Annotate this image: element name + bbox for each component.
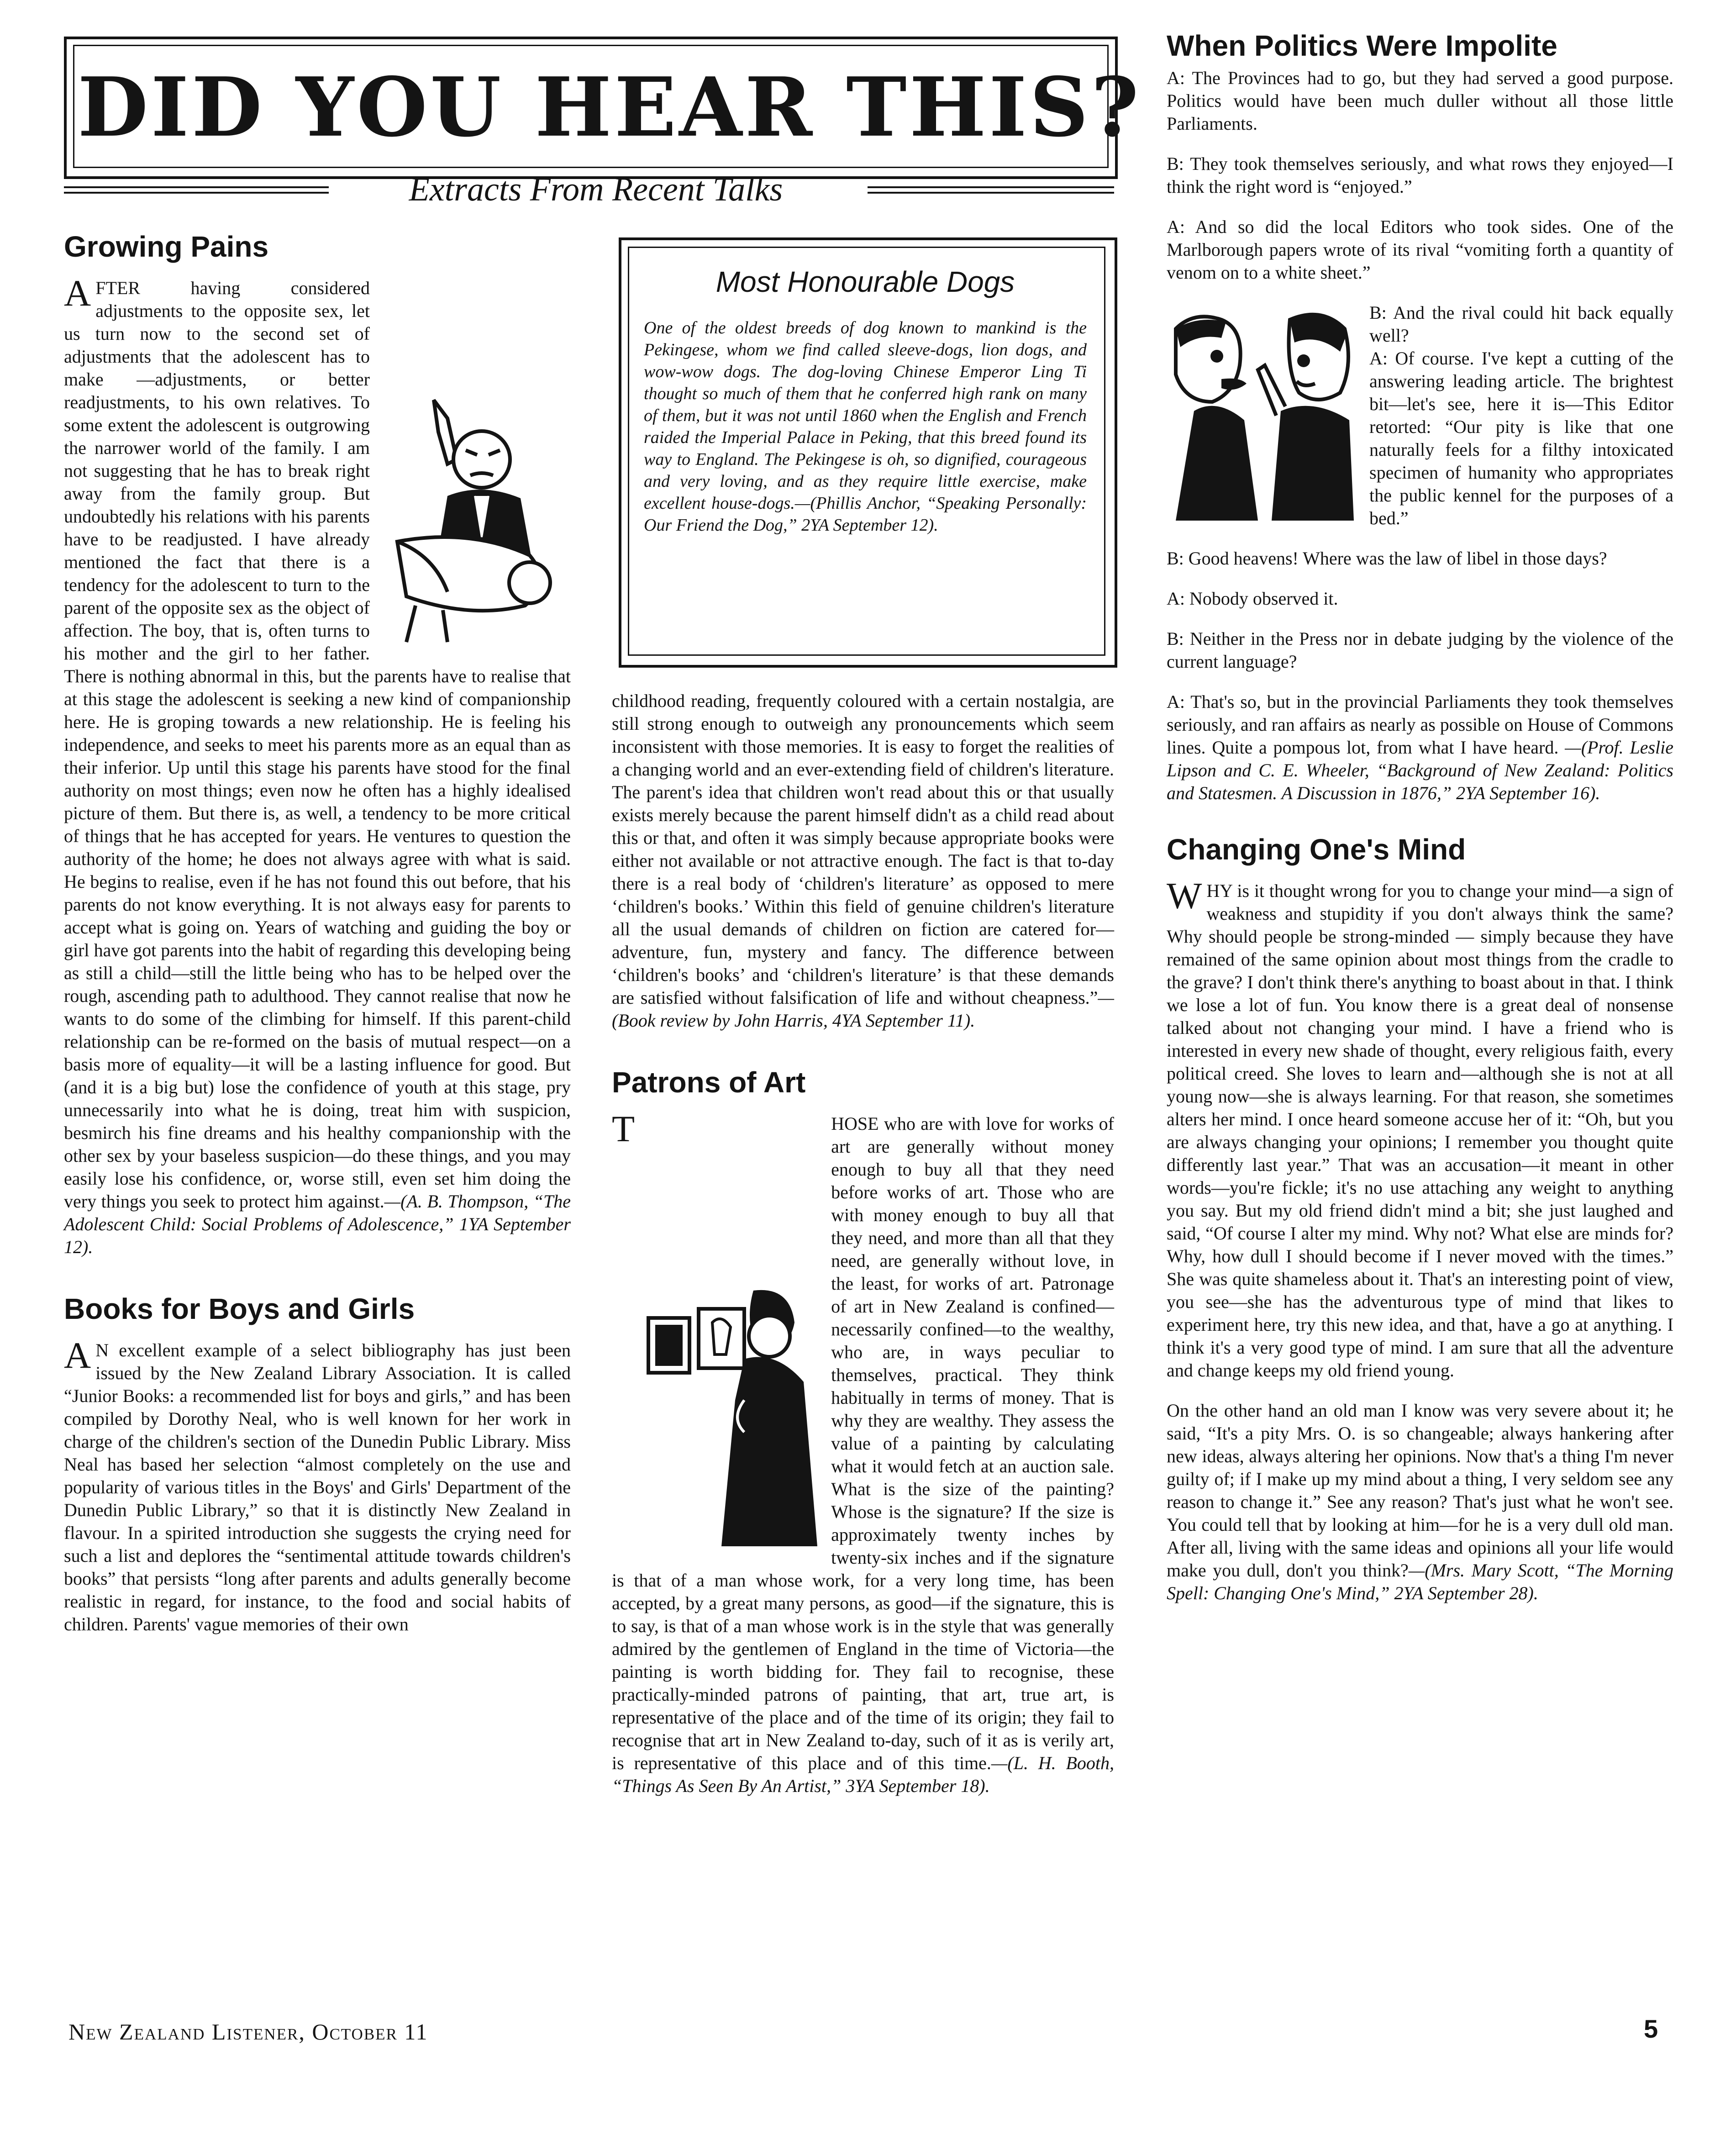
heading-books: Books for Boys and Girls xyxy=(64,1292,415,1325)
heading-politics: When Politics Were Impolite xyxy=(1167,29,1557,62)
dropcap-a: A xyxy=(64,272,91,314)
dogs-box-title: Most Honourable Dogs xyxy=(715,265,1015,298)
mind-body-1: WHY is it thought wrong for you to change your mind—a sign of weakness and stupidity if you don't always think the same? Why should people be strong-minded — simply because they have remained of the same opinion about most things from the cradle to the grave? I don't think there's anything to boast about in that. I think we lose a lot of fun. You know there is a great deal of nonsense talked about not changing your mind. I have a friend who is interested in every new shade of thought, every religious faith, every political creed. She loves to learn and—although she is not at all young now—she is always learning. For that reason, she sometimes alters her mind. I once heard someone accuse her of it: “Oh, but you are always changing your opinions; I remember you thought quite differently last year.” That was an accusation—it meant in other words—you're fickle; it's no use attaching any weight to anything you say. But my old friend didn't mind a bit; she just laughed and said, “Of course I alter my mind. Why not? What else are minds for? Why, how dull I should become if I never moved with the times.” She was quite shameless about it. That's an interesting point of view, you see—she has the adventurous type of mind that likes to experiment here, try this new idea, and that, have a go at anything. I think it's a very good type of mind. I am sure that all the adventure and change keeps my old friend young. xyxy=(1167,875,1673,1381)
dialogue-8: B: Neither in the Press nor in debate judging by the violence of the current language? xyxy=(1167,628,1673,672)
dropcap-t: T xyxy=(612,1108,635,1149)
dialogue-5: A: Of course. I've kept a cutting of the answering leading article. The brightest bit—let's see, here it is—This Editor retorted: “Our pity is like that one naturally feels for a filthy intoxicated specimen of humanity who appropriates the public kennel for the purposes of a bed.” xyxy=(1369,348,1673,528)
subtitle-rule-right xyxy=(868,186,1114,194)
column-left xyxy=(64,228,571,1654)
arguing-editors-cartoon xyxy=(1167,301,1358,530)
dialogue-9: A: That's so, but in the provincial Parliaments they took themselves seriously, and ran affairs as nearly as possible on House of Commons lines. Quite a pompous lot, from what I have heard. —(Prof. Leslie Lipson and C. E. Wheeler, “Background of New Zealand: Politics and Statesmen. A Discussion in 1876,” 2YA September 16). xyxy=(1167,691,1674,803)
dialogue-7: A: Nobody observed it. xyxy=(1167,588,1338,609)
mind-body-2: On the other hand an old man I know was very severe about it; he said, “It's a pity Mrs. O. is so changeable; always hankering after new ideas, always altering her opinions. Now that's a thing I'm never guilty of; if I make up my mind about a thing, I very seldom see any reason to change it.” See any reason? That's just what he won't see. You could tell that by looking at him—for he is a very dull old man. After all, living with the same ideas and opinions all your life would make you dull, don't you think?—(Mrs. Mary Scott, “The Morning Spell: Changing One's Mind,” 2YA September 28). xyxy=(1167,1400,1673,1603)
column-middle xyxy=(612,690,1114,1816)
masthead-title: DID YOU HEAR THIS? xyxy=(78,59,1142,155)
masthead-subtitle: Extracts From Recent Talks xyxy=(409,171,783,208)
subtitle-rule-left xyxy=(64,186,329,194)
dropcap-a-books: A xyxy=(64,1334,91,1376)
column-right xyxy=(1167,27,1673,1622)
heading-changing-mind: Changing One's Mind xyxy=(1167,833,1466,866)
dogs-box-text: One of the oldest breeds of dog known to mankind is the Pekingese, whom we find called sleeve-dogs, lion dogs, and wow-wow dogs. The dog-loving Chinese Emperor Ling Ti thought so much of them that he conferred high rank on many of them, but it was not until 1860 when the English and French raided the Imperial Palace in Peking, that this breed found its way to England. The Pekingese is oh, so dignified, courageous and very loving, and as they require little exercise, make excellent house-dogs.—(Phillis Anchor, “Speaking Personally: Our Friend the Dog,” 2YA September 12). xyxy=(644,318,1087,535)
dialogue-6: B: Good heavens! Where was the law of libel in those days? xyxy=(1167,548,1607,569)
dialogue-1: A: The Provinces had to go, but they had served a good purpose. Politics would have been much duller without all those little Parliaments. xyxy=(1167,68,1673,134)
dropcap-w: W xyxy=(1167,875,1202,917)
books-continued: childhood reading, frequently coloured with a certain nostalgia, are still strong enough to outweigh any pronouncements which seem inconsistent with those memories. It is easy to forget the realities of a changing world and an ever-extending field of children's literature. The parent's idea that children won't read about this or that usually exists merely because the parent himself didn't as a child read about this or that, and often it was simply because appropriate books were either not available or not attractive enough. The fact is that to-day there is a real body of ‘children's literature’ as opposed to mere ‘children's books.’ Within this field of genuine children's literature all the usual demands of children on fiction are catered for—adventure, fun, mystery and fancy. The difference between ‘children's books’ and ‘children's literature’ is that these demands are satisfied without falsification of life and without cheapness.”—(Book review by John Harris, 4YA September 11). xyxy=(612,690,1114,1031)
spanking-cartoon xyxy=(379,391,571,647)
growing-pains-body: A FTER having considered adjustments to the opposite sex, let us turn now to the second set of adjustments that the adolescent has to make —adjustments, or better readjustments, to his own relatives. To some extent the adolescent is outgrowing the narrower world of the family. I am not suggesting that he has to break right away from the family group. But undoubtedly his relations with his parents have to be readjusted. I have already mentioned the fact that there is a tendency for the adolescent to turn to the parent of the opposite sex as the object of affection. The boy, that is, often turns to his mother and the girl to her father. There is nothing abnormal in this, but the parents have to realise that at this stage the adolescent is seeking a new kind of companionship here. He is groping towards a new relationship. He is feeling his independence, and seeks to meet his parents more as an equal than as their inferior. Up until this stage his parents have stood for the final authority on most things; even now he often has a highly idealised picture of them. But there is, as well, a tendency to be more critical of things that he has accepted for years. He ventures to question the authority of the home; he does not always agree with what is said. He begins to realise, even if he has not found this out before, that his parents do not know everything. It is not always easy for parents to accept what is going on. Years of watching and guiding the boy or girl have got parents into the habit of regarding this developing being as still a child—still the little being who has to be helped over the rough, ascending path to adulthood. They cannot realise that now he wants to do some of the climbing for himself. If this parent-child relationship can be re-formed on the basis of mutual respect—on a basis more of equality—it will be a lasting influence for good. But (and it is a big but) lose the confidence of youth at this stage, pry unnecessarily into what he is doing, treat him with suspicion, besmirch his fine dreams and his healthy companionship with the other sex by your baseless suspicion—do these things, and you may easily lose his confidence, or, worse still, even set him doing the very things you seek to protect him against.—(A. B. Thompson, “The Adolescent Child: Social Problems of Adolescence,” 1YA September 12). xyxy=(64,272,571,1257)
books-body: A N excellent example of a select bibliography has just been issued by the New Zealand Library Association. It is called “Junior Books: a recommended list for boys and girls,” and has been compiled by Dorothy Neal, who is well known for her work in charge of the children's section of the Dunedin Public Library. Miss Neal has based her selection “almost completely on the use and popularity of various titles in the Boys' and Girls' Department of the Dunedin Public Library,” so that it is distinctly New Zealand in flavour. In a spirited introduction she suggests the crying need for such a list and deplores the “sentimental attitude towards children's books” that persists “long after parents and adults generally become realistic in regard, for instance, to the food and social habits of children. Parents' vague memories of their own xyxy=(64,1334,571,1634)
page-number: 5 xyxy=(1644,2014,1658,2043)
art-patron-cartoon xyxy=(639,1281,822,1555)
dialogue-4: B: And the rival could hit back equally well? xyxy=(1369,302,1673,346)
dogs-box xyxy=(644,265,1087,536)
heading-growing-pains: Growing Pains xyxy=(64,230,269,263)
heading-patrons: Patrons of Art xyxy=(612,1066,806,1099)
dialogue-2: B: They took themselves seriously, and what rows they enjoyed—I think the right word is “enjoyed.” xyxy=(1167,153,1673,197)
footer-publication: New Zealand Listener, October 11 xyxy=(68,2019,428,2045)
dialogue-3: A: And so did the local Editors who took sides. One of the Marlborough papers wrote of its rival “vomiting forth a quantity of venom on to a white sheet.” xyxy=(1167,216,1673,283)
patrons-body: T HOSE who are with love for works of art are generally without money enough to buy all that they need before works of art. Those who are with money enough to buy all that they need, and more than all that they need, are generally without love, in the least, for works of art. Patronage of art in New Zealand is confined—necessarily confined—to the wealthy, who are, in ways peculiar to themselves, practical. They think habitually in terms of money. That is why they are wealthy. They assess the value of a painting by calculating what it would fetch at an auction sale. What is the size of the painting? Whose is the signature? If the size is approximately twenty inches by twenty-six inches and if the signature is that of a man whose work, for a very long time, has been accepted, by a great many persons, as good—if the signature, this is to say, is that of a man whose work is in the style that was generally admired by the gentlemen of England in the time of Victoria—the painting is worth bidding for. They fail to recognise, these practically-minded patrons of painting, that art, true art, is representative of the place and of the time of its origin; they fail to recognise that art in New Zealand to-day, such of it as is verily art, is representative of this place and of this time.—(L. H. Booth, “Things As Seen By An Artist,” 3YA September 18). xyxy=(612,1108,1114,1796)
